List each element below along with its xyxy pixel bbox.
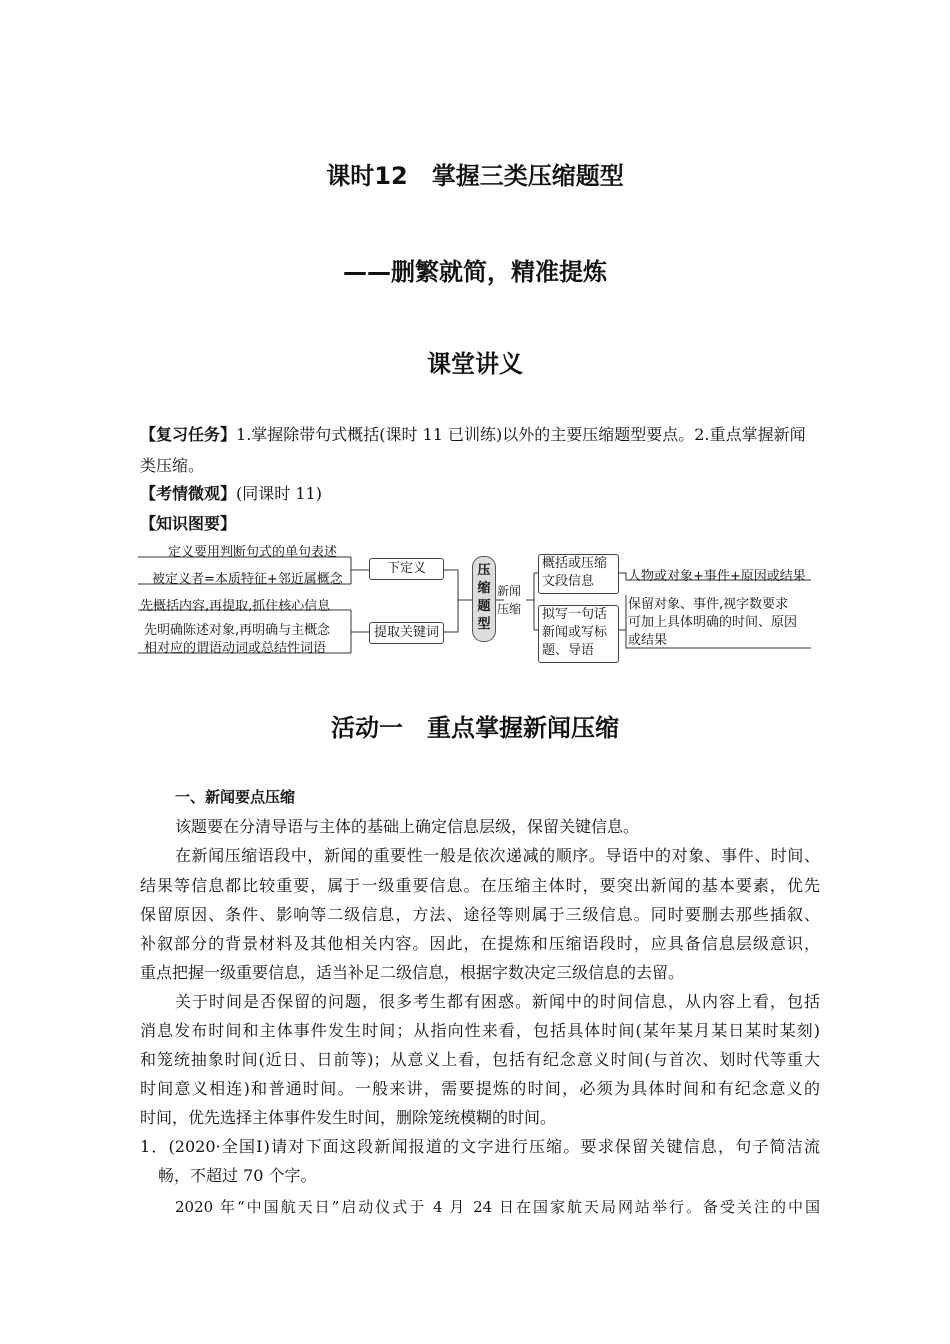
paragraph-3-line: 关于时间是否保留的问题，很多考生都有困惑。新闻中的时间信息，从内容上看，包括	[175, 992, 820, 1011]
news-excerpt: 2020 年“中国航天日”启动仪式于 4 月 24 日在国家航天局网站举行。备受关注的中国	[175, 1198, 820, 1216]
summary-formula: 人物或对象+事件+原因或结果	[628, 569, 806, 584]
paragraph-3-line: 消息发布时间和主体事件发生时间；从指向性来看，包括具体时间(某年某月某日某时某刻)	[140, 1021, 820, 1040]
headline-box: 拟写一句话 新闻或写标 题、导语	[538, 605, 619, 663]
paragraph-1: 该题要在分清导语与主体的基础上确定信息层级，保留关键信息。	[175, 817, 640, 836]
page-subtitle: ——删繁就简，精准提炼	[343, 258, 607, 286]
mindmap-left-item: 先明确陈述对象,再明确与主概念	[144, 623, 331, 638]
headline-rule: 保留对象、事件,视字数要求 可加上具体明确的时间、原因 或结果	[628, 597, 798, 648]
knowledge-mindmap	[138, 540, 813, 662]
paragraph-2-line: 在新闻压缩语段中，新闻的重要性一般是依次递减的顺序。导语中的对象、事件、时间、	[175, 846, 820, 865]
mindmap-left-item: 被定义者=本质特征+邻近属概念	[152, 572, 343, 587]
review-task-line2: 类压缩。	[140, 456, 205, 475]
review-task-line1	[140, 425, 820, 445]
mindmap-left-item: 先概括内容,再提取,抓住核心信息	[140, 599, 331, 614]
exam-micro-line	[140, 484, 820, 504]
extract-keyword-box: 提取关键词	[369, 622, 444, 644]
paragraph-3-line: 时间，优先选择主体事件发生时间，删除笼统模糊的时间。	[140, 1108, 557, 1127]
define-box: 下定义	[369, 558, 444, 580]
paragraph-2-line: 补叙部分的背景材料及其他相关内容。因此，在提炼和压缩语段时，应具备信息层级意识，	[140, 934, 820, 953]
summary-box: 概括或压缩 文段信息	[538, 554, 619, 594]
review-task-text: 1.掌握除带句式概括(课时 11 已训练)以外的主要压缩题型要点。2.重点掌握新闻	[236, 425, 806, 444]
paragraph-3-line: 和笼统抽象时间(近日、日前等)；从意义上看，包括有纪念意义时间(与首次、划时代等重大	[140, 1050, 820, 1069]
exam-micro-label: 【考情微观】	[140, 484, 237, 503]
compression-type-node: 压 缩 题 型	[472, 556, 496, 642]
mindmap-left-item: 定义要用判断句式的单句表述	[168, 545, 338, 560]
paragraph-3-line: 时间意义相连)和普通时间。一般来讲，需要提炼的时间，必须为具体时间和有纪念意义的	[140, 1079, 820, 1098]
paragraph-2-line: 重点把握一级重要信息，适当补足二级信息，根据字数决定三级信息的去留。	[140, 963, 685, 982]
exam-micro-text: (同课时 11)	[236, 484, 322, 503]
news-compression-label: 新闻 压缩	[497, 584, 522, 616]
mindmap-left-item: 相对应的谓语动词或总结性词语	[144, 641, 327, 656]
heading-news-points: 一、新闻要点压缩	[175, 788, 296, 806]
question-1-line: 1．(2020·全国Ⅰ)请对下面这段新闻报道的文字进行压缩。要求保留关键信息，句子简洁流	[140, 1137, 820, 1156]
paragraph-2-line: 结果等信息都比较重要，属于一级重要信息。在压缩主体时，要突出新闻的基本要素，优先	[140, 876, 820, 895]
review-task-label: 【复习任务】	[140, 425, 237, 444]
section-title: 课堂讲义	[427, 350, 523, 378]
activity-title: 活动一 重点掌握新闻压缩	[331, 714, 619, 742]
question-1-line: 畅，不超过 70 个字。	[158, 1166, 317, 1185]
paragraph-2-line: 保留原因、条件、影响等二级信息，方法、途径等则属于三级信息。同时要删去那些插叙、	[140, 905, 820, 924]
page-title: 课时12 掌握三类压缩题型	[326, 162, 624, 190]
knowledge-map-label: 【知识图要】	[140, 514, 237, 533]
